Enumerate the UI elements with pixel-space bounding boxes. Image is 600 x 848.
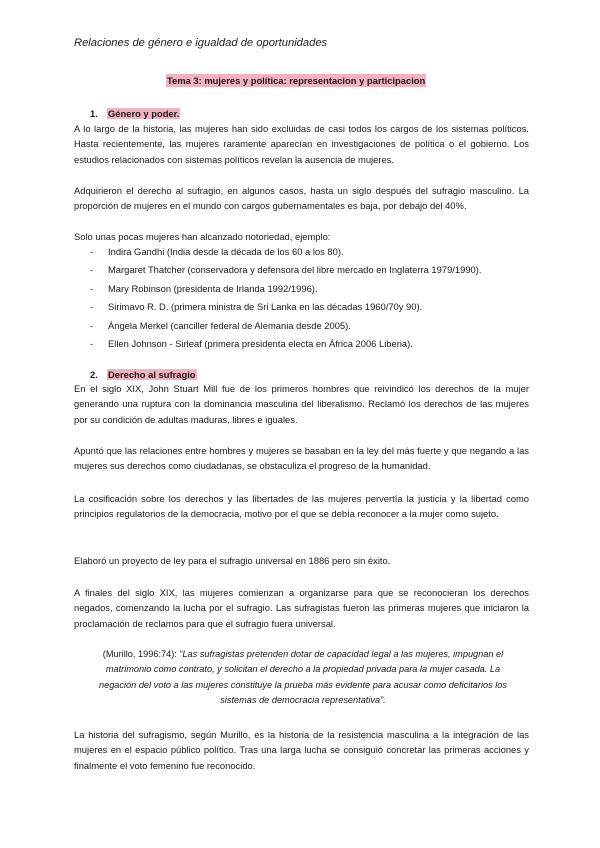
list-item: - Mary Robinson (presidenta de Irlanda 1992/1996). bbox=[90, 280, 481, 298]
quote-text: “Las sufragistas pretenden dotar de capacidad legal a las mujeres, impugnan el matrimonio como contrato, y solicitan el derecho a la propiedad privada para la mujer casada. La negación del voto a las mujeres constituye la prueba más evidente para acusar como deficitarios los sistemas de democracia representativa”. bbox=[98, 649, 508, 706]
list-item: - Sirimavo R. D. (primera ministra de Sri Lanka en las décadas 1960/70y 90). bbox=[90, 298, 481, 316]
paragraph: En el siglo XIX, John Stuart Mill fue de los primeros hombres que reivindicó los derechos de la mujer generando una ruptura con la dominancia masculina del liberalismo. Reclamó los derechos de las mujeres por su condición de adultas maduras, libres e iguales. bbox=[74, 383, 529, 425]
list-item: - Margaret Thatcher (conservadora y defensora del libre mercado en Inglaterra 1979/1990). bbox=[90, 261, 481, 279]
paragraph: A lo largo de la historia, las mujeres han sido excluidas de casi todos los cargos de los sistemas políticos. Hasta recientemente, las mujeres raramente aparecían en investigaciones de política o el gobierno. Los estudios relacionados con sistemas políticos revelan la ausencia de mujeres. bbox=[74, 123, 529, 165]
section-number: 1. bbox=[90, 108, 98, 119]
paragraph: La cosificación sobre los derechos y las libertades de las mujeres pervertía la justicia y la libertad como principios regulatorios de la democracia, motivo por el que se debía reconocer a la mujer como sujeto. bbox=[74, 493, 529, 520]
section-heading-gender-power bbox=[90, 107, 180, 120]
paragraph: Adquirieron el derecho al sufragio, en algunos casos, hasta un siglo después del sufragio masculino. La proporción de mujeres en el mundo con cargos gubernamentales es baja, por debajo del 40%. bbox=[74, 185, 529, 212]
topic-title: Tema 3: mujeres y política: representacion y participacion bbox=[167, 75, 426, 86]
paragraph: Solo unas pocas mujeres han alcanzado notoriedad, ejemplo: bbox=[74, 231, 331, 242]
section-number: 2. bbox=[90, 369, 98, 380]
section-title: Género y poder. bbox=[108, 108, 180, 119]
paragraph: A finales del siglo XIX, las mujeres comienzan a organizarse para que se reconocieran los derechos negados, comenzando la lucha por el sufragio. Las sufragistas fueron las primeras mujeres que iniciaron la proclamación de reclamos para que el sufragio fuera universal. bbox=[74, 587, 529, 629]
running-header: Relaciones de género e igualdad de oportunidades bbox=[74, 37, 328, 49]
section-title: Derecho al sufragio bbox=[108, 369, 196, 380]
paragraph: Apuntó que las relaciones entre hombres y mujeres se basaban en la ley del más fuerte y que negando a las mujeres sus derechos como ciudadanas, se obstaculiza el progreso de la humanidad. bbox=[74, 445, 529, 472]
list-item: - Ellen Johnson - Sirleaf (primera presidenta electa en África 2006 Liberia). bbox=[90, 335, 481, 353]
paragraph: Elaboró un proyecto de ley para el sufragio universal en 1886 pero sin éxito. bbox=[74, 555, 391, 566]
list-item: - Ángela Merkel (canciller federal de Alemania desde 2005). bbox=[90, 317, 481, 335]
women-leaders-list bbox=[90, 243, 481, 353]
block-quote bbox=[88, 647, 518, 709]
section-heading-suffrage bbox=[90, 368, 197, 381]
list-item: - Indira Gandhi (India desde la década de los 60 a los 80). bbox=[90, 243, 481, 261]
paragraph: La historia del sufragismo, según Murillo, es la historia de la resistencia masculina a la integración de las mujeres en el espacio público político. Tras una larga lucha se consiguió concretar las primeras acciones y finalmente el voto femenino fue reconocido. bbox=[74, 729, 529, 771]
quote-citation: (Murillo, 1996:74): bbox=[102, 649, 180, 659]
